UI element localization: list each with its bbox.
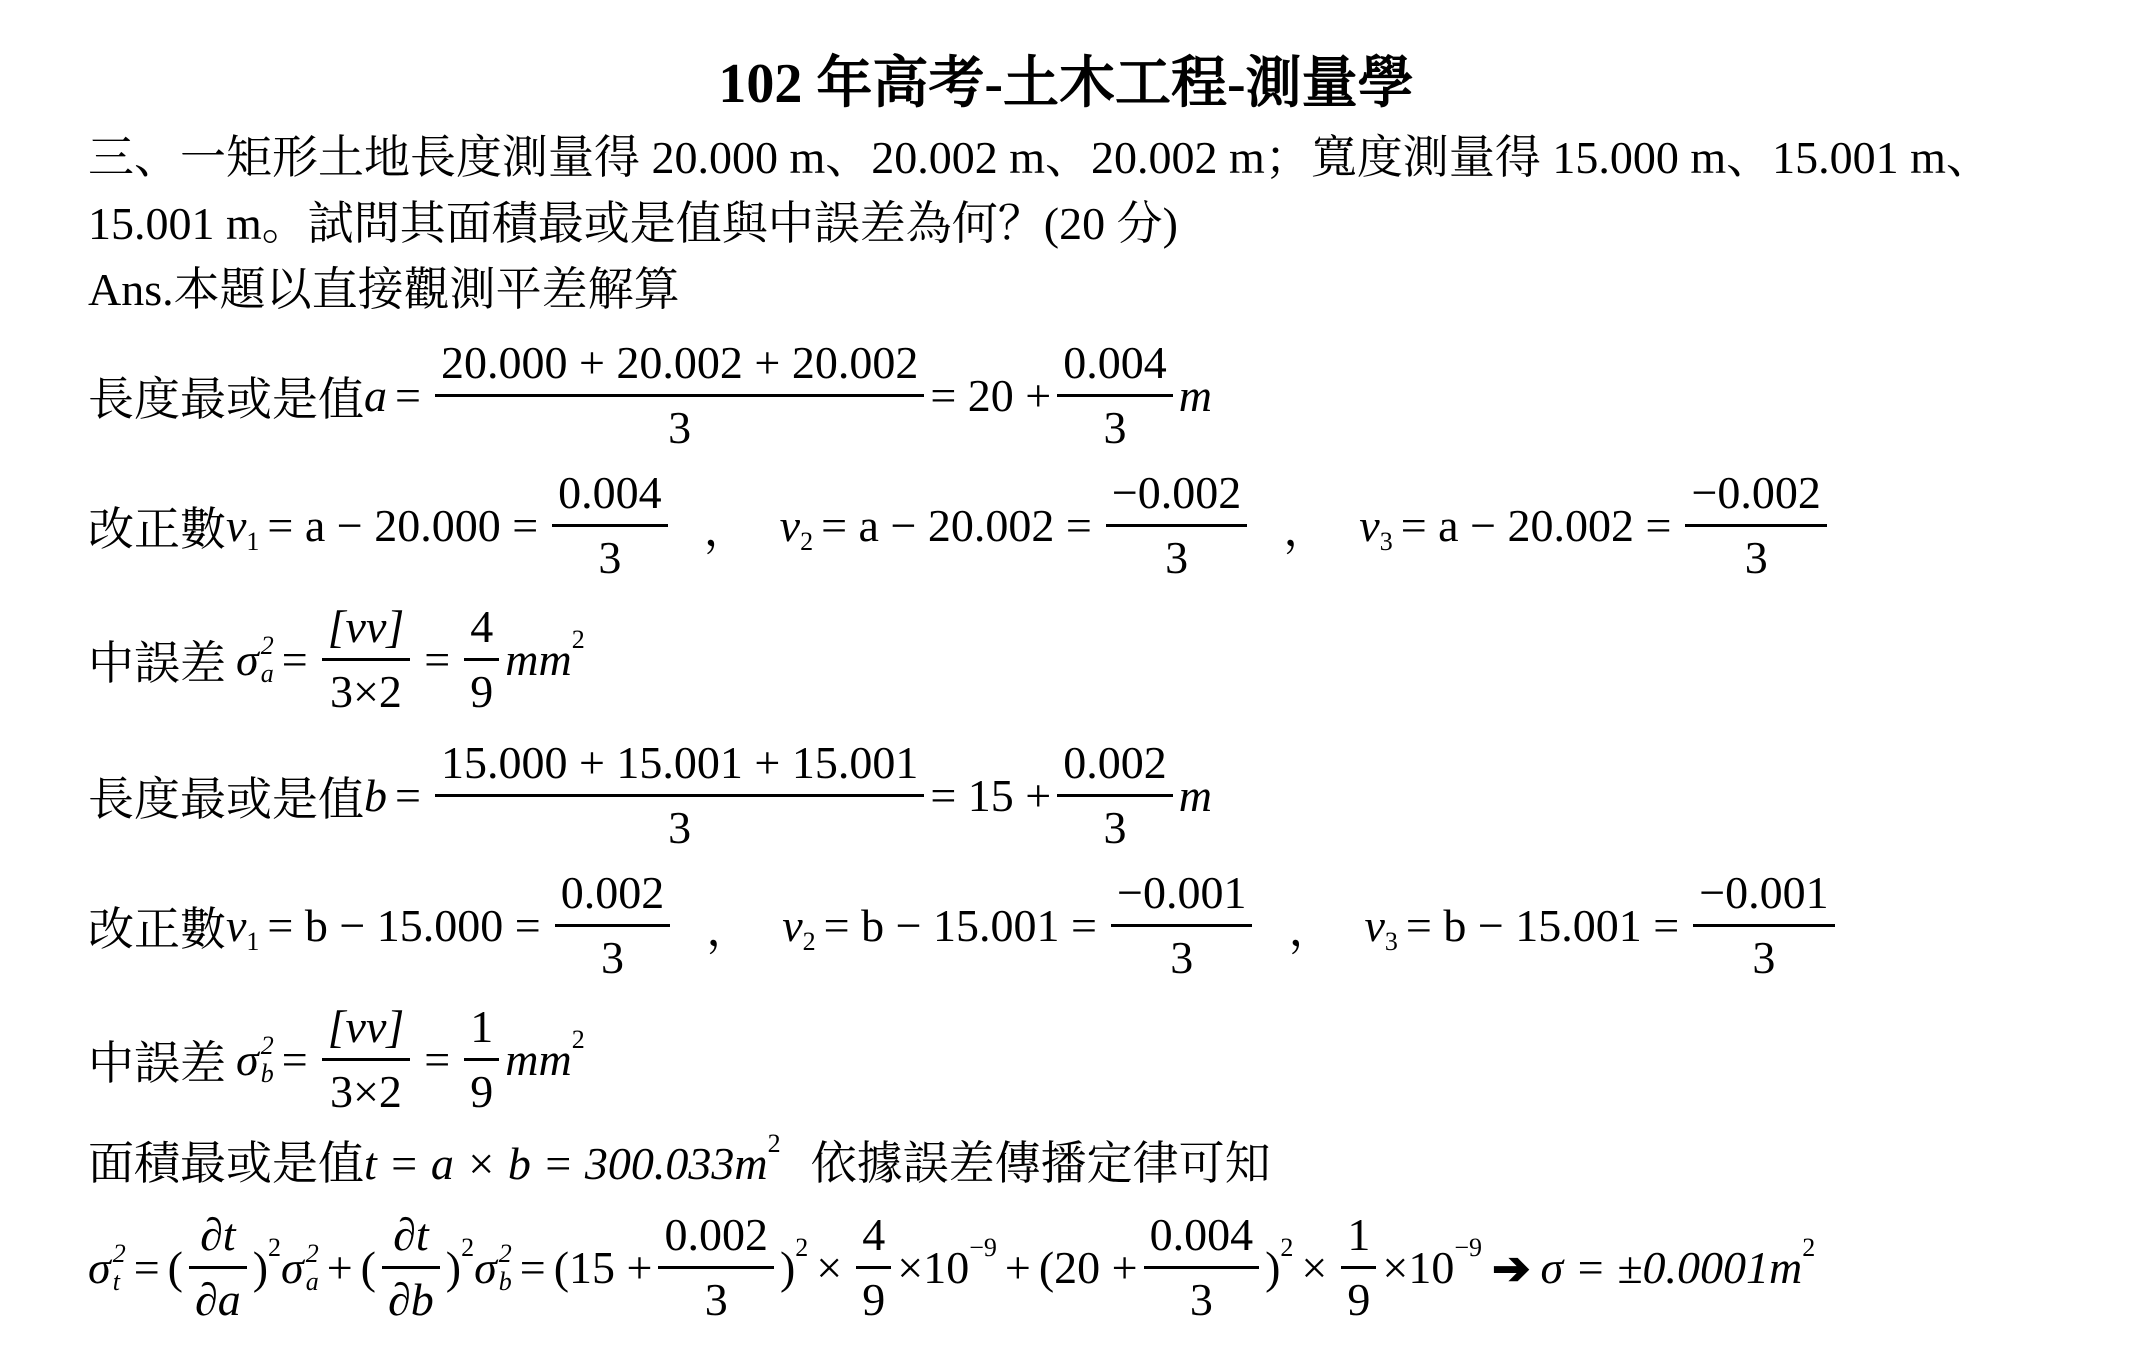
unit: m [734,1138,768,1189]
sigma-a-equation: 中誤差 σ 2 a = $\frac{[vv]}{3\times 2}$ = $\frac{4}{9}$ mm 2 [88,596,585,723]
separator: ， [1283,503,1330,555]
coef2-fraction [1341,1204,1376,1331]
area-label: 面積最或是值 [88,1138,364,1189]
numerator: 0.002 [560,867,665,918]
sigma-b-fraction [322,996,411,1123]
denominator: 9 [470,1066,494,1117]
length-a-equation: 長度最或是值 a = $\frac{20.000 + 20.002 + 20.002}{3}$ = 20 + $\frac{0.004}{3}$ m [88,332,1212,459]
final-result: σ = ±0.0001 [1540,1242,1770,1293]
v3-expr: = a − 20.002 = [1400,500,1672,551]
v3-fraction [1685,462,1826,589]
numerator: −0.002 [1111,467,1242,518]
term2-fraction [1144,1204,1260,1331]
coef1-fraction [856,1204,891,1331]
question-line-1: 三、一矩形土地長度測量得 20.000 m、20.002 m、20.002 m；寬度測量得 15.000 m、15.001 m、 [88,132,1992,183]
area-expr: t = a × b = 300.033 [364,1138,735,1189]
denominator: 9 [862,1274,886,1325]
propagation-equation: σ 2 t = ( $\frac{\partial t}{\partial a}$ ) 2 σ 2 a + ( $\frac{\partial t}{\partial b}$ ) 2 σ 2 b = (15 + $\frac{0.002}{3}$ ) 2 × $\frac{4}{9}$ ×10 −9 + (20 + $\frac{0.004}{3}$ ) 2 × $\frac{1}{9}$ ×10 −9 ➔ σ = ±0.0001 m 2 [88,1204,1815,1331]
sigma-b-label: 中誤差 [88,1037,226,1089]
numerator: ∂t [393,1209,429,1260]
length-b-fraction [435,732,924,859]
numerator: 4 [862,1209,886,1260]
partial-t-a [189,1204,247,1331]
question-line-2: 15.001 m。試問其面積最或是值與中誤差為何？(20 分) [88,198,1178,249]
unit: m [1178,770,1212,821]
numerator: −0.001 [1117,867,1247,918]
result-fraction [1057,732,1173,859]
v3-fraction [1693,862,1834,989]
denominator: ∂b [388,1274,434,1325]
numerator: −0.001 [1699,867,1829,918]
length-b-equation: 長度最或是值 b = $\frac{15.000 + 15.001 + 15.001}{3}$ = 15 + $\frac{0.002}{3}$ m [88,732,1212,859]
denominator: 3 [601,932,624,983]
corrections-label: 改正數 [88,903,226,955]
denominator: 3 [668,402,692,453]
unit: mm [505,1034,572,1085]
numerator: [vv] [327,601,405,652]
area-equation: 面積最或是值 t = a × b = 300.033 m 2 依據誤差傳播定律可知 [88,1136,1271,1192]
sigma-b-result [464,996,499,1123]
length-a-label: 長度最或是值 [88,373,364,425]
right-arrow-icon: ➔ [1492,1242,1531,1294]
numerator: 0.004 [1149,1209,1254,1260]
denominator: 3 [1103,402,1127,453]
corrections-a-equation: 改正數 v 1 = a − 20.000 = $\frac{0.004}{3}$ ， v 2 = a − 20.002 = $\frac{-0.002}{3}$ ， v 3 = a − 20.002 = $\frac{-0.002}{3}$ [88,462,1833,589]
page-title: 102 年高考-土木工程-測量學 [718,53,1414,115]
unit: m [1178,370,1212,421]
var-a: a [364,370,387,421]
numerator: 0.002 [1063,737,1167,788]
denominator: 3 [1170,932,1194,983]
v1-fraction [555,862,671,989]
numerator: 4 [470,601,494,652]
sigma-a-label: 中誤差 [88,637,226,689]
length-a-fraction [435,332,924,459]
denominator: 3 [1752,932,1776,983]
numerator: −0.002 [1691,467,1821,518]
denominator: 3×2 [329,1066,402,1117]
numerator: 0.002 [664,1209,768,1260]
corrections-b-equation: 改正數 v 1 = b − 15.000 = $\frac{0.002}{3}$ ， v 2 = b − 15.001 = $\frac{-0.001}{3}$ ， v 3 = b − 15.001 = $\frac{-0.001}{3}$ [88,862,1841,989]
separator: ， [706,903,753,955]
term1-fraction [658,1204,774,1331]
numerator: 0.004 [558,467,662,518]
result-whole: = 20 + [930,370,1052,421]
denominator: 3 [1165,532,1189,583]
denominator: 9 [1347,1274,1371,1325]
denominator: 3 [598,532,622,583]
exponent: −9 [969,1232,997,1262]
unit: mm [505,634,572,685]
result-fraction [1057,332,1173,459]
length-b-label: 長度最或是值 [88,773,364,825]
sigma-b-equation: 中誤差 σ 2 b = $\frac{[vv]}{3\times 2}$ = $\frac{1}{9}$ mm 2 [88,996,585,1123]
numerator: 0.004 [1063,337,1167,388]
answer-intro: Ans.本題以直接觀測平差解算 [88,264,680,315]
v2-expr: = a − 20.002 = [821,500,1092,551]
denominator: 3 [704,1274,728,1325]
sigma-a-result [464,596,499,723]
v2-fraction [1111,862,1252,989]
v1-fraction [552,462,668,589]
numerator: ∂t [200,1209,236,1260]
separator: ， [1288,903,1335,955]
v2-expr: = b − 15.001 = [823,900,1097,951]
exponent: −9 [1454,1232,1482,1262]
partial-t-b [382,1204,440,1331]
denominator: ∂a [194,1274,241,1325]
numerator: 1 [1347,1209,1371,1260]
sigma-a-fraction [322,596,411,723]
denominator: 3 [1744,532,1768,583]
v2-fraction [1106,462,1247,589]
separator: ， [703,503,750,555]
v3-expr: = b − 15.001 = [1405,900,1680,951]
numerator: 1 [470,1001,494,1052]
numerator: [vv] [327,1001,405,1052]
v1-expr: = b − 15.000 = [267,900,541,951]
var-b: b [364,770,387,821]
corrections-label: 改正數 [88,503,226,555]
denominator: 3 [1189,1274,1213,1325]
denominator: 3 [668,802,692,853]
numerator: 15.000 + 15.001 + 15.001 [440,737,919,788]
denominator: 9 [470,666,494,717]
result-whole: = 15 + [930,770,1052,821]
denominator: 3 [1103,802,1127,853]
numerator: 20.000 + 20.002 + 20.002 [440,337,919,388]
v1-expr: = a − 20.000 = [267,500,539,551]
area-note: 依據誤差傳播定律可知 [810,1138,1271,1189]
denominator: 3×2 [329,666,402,717]
